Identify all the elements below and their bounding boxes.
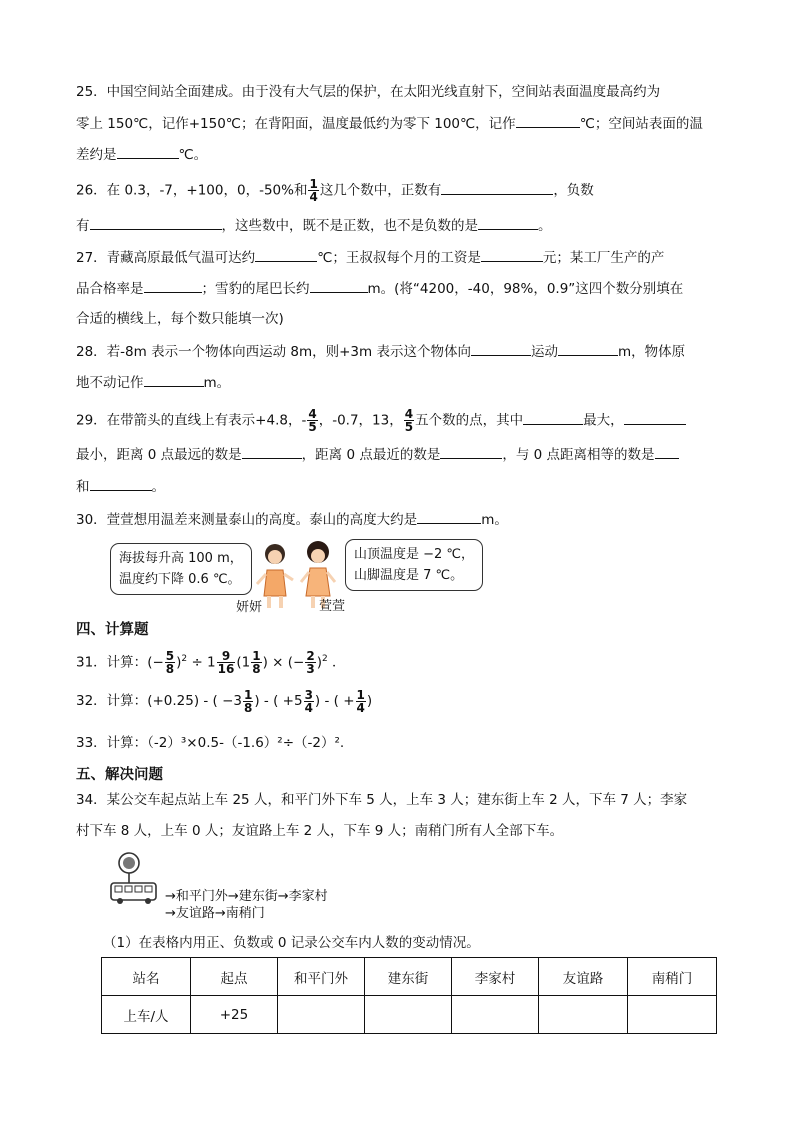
answer-blank[interactable] (516, 113, 580, 128)
answer-blank[interactable] (117, 144, 179, 159)
table-header-cell: 和平门外 (278, 958, 365, 996)
table-cell[interactable] (452, 996, 539, 1034)
q26-text-b3: 。 (538, 218, 552, 234)
q29-text-a1: 29．在带箭头的直线上有表示+4.8，- (76, 412, 307, 429)
q26-text-a2: 这几个数中，正数有 (319, 182, 442, 199)
q25-line2 (76, 113, 703, 134)
table-header-cell: 南稍门 (628, 958, 717, 996)
q26-text-a3: ，负数 (553, 182, 594, 199)
q25-text-c2: ℃。 (178, 147, 208, 163)
fraction (304, 689, 314, 714)
fraction (307, 408, 317, 433)
q29-text-b2: ，距离 0 点最近的数是 (301, 447, 441, 463)
fraction-numerator: 4 (308, 407, 317, 421)
fraction (305, 650, 315, 675)
q32-label: 32．计算： (76, 693, 148, 709)
fraction-denominator: 4 (309, 190, 318, 204)
table-cell[interactable] (278, 996, 365, 1034)
table-header-cell: 起点 (191, 958, 278, 996)
section-heading-calculation: 四、计算题 (76, 622, 149, 638)
q27-text-c: 合适的横线上，每个数只能填一次) (76, 311, 284, 327)
fraction (165, 650, 175, 675)
fraction-numerator: 2 (306, 649, 315, 663)
q32-line (76, 688, 372, 714)
fraction-denominator: 5 (404, 420, 414, 434)
answer-blank[interactable] (144, 278, 202, 293)
q29-line2 (76, 444, 679, 465)
exponent: 2 (321, 654, 328, 664)
q27-line2 (76, 278, 683, 299)
fraction-denominator: 8 (252, 662, 261, 676)
fraction-denominator: 3 (306, 662, 315, 676)
q28-text-a2: 运动 (530, 344, 558, 360)
table-header-cell: 李家村 (452, 958, 539, 996)
q30-line1 (76, 509, 508, 530)
q29-text-c1: 和 (76, 479, 90, 495)
q28-line2 (76, 372, 230, 393)
fraction (251, 650, 261, 675)
expr-text: ) - ( +5 (254, 693, 303, 709)
name-label-right: 萱萱 (319, 599, 346, 614)
fraction-numerator: 4 (404, 407, 414, 421)
table-cell: +25 (191, 996, 278, 1034)
expr-text: ) - ( + (314, 693, 355, 709)
speech-bubble-left (110, 543, 252, 595)
answer-blank[interactable] (242, 444, 302, 459)
answer-blank[interactable] (255, 247, 317, 262)
q26-text-a1: 26．在 0.3，-7，+100，0，-50%和 (76, 182, 308, 199)
q27-text-a3: 元；某工厂生产的产 (542, 250, 665, 266)
q29-line3 (76, 476, 165, 497)
fraction (404, 408, 414, 433)
fraction-numerator: 5 (165, 649, 175, 663)
answer-blank[interactable] (558, 341, 618, 356)
bus-route-line1: →和平门外→建东街→李家村 (165, 889, 328, 904)
table-header-row (102, 958, 717, 996)
answer-blank[interactable] (481, 247, 543, 262)
answer-blank[interactable] (523, 410, 583, 425)
period: ． (332, 654, 346, 671)
bubble-text: 温度约下降 0.6 ℃。 (119, 572, 241, 587)
q28-text-b2: m。 (203, 375, 231, 391)
q29-text-c2: 。 (151, 479, 165, 495)
q29-text-a2: ，-0.7，13， (318, 412, 403, 429)
bubble-text: 海拔每升高 100 m， (119, 551, 243, 566)
q34-text-a: 34．某公交车起点站上车 25 人，和平门外下车 5 人，上车 3 人；建东街上车 2 人，下车 7 人；李家 (76, 792, 688, 808)
q25-line3 (76, 144, 207, 165)
fraction-denominator: 8 (165, 662, 175, 676)
fraction-numerator: 1 (356, 687, 365, 702)
fraction-numerator: 9 (217, 650, 236, 663)
q33-text: 33．计算：（-2）³×0.5-（-1.6）²÷（-2）². (76, 735, 345, 751)
bus-route-line2: →友谊路→南稍门 (165, 906, 265, 921)
table-header-cell: 建东街 (365, 958, 452, 996)
q31-line (76, 646, 346, 676)
q26-text-b2: ，这些数中，既不是正数，也不是负数的是 (221, 218, 478, 234)
q31-label: 31．计算： (76, 654, 148, 671)
paren: (− (147, 654, 164, 671)
table-header-cell: 友谊路 (539, 958, 628, 996)
q25-text-c1: 差约是 (76, 147, 117, 163)
answer-blank[interactable] (310, 278, 368, 293)
q27-line3 (76, 309, 284, 329)
table-cell[interactable] (628, 996, 717, 1034)
q33-line (76, 733, 344, 753)
answer-blank[interactable] (417, 509, 481, 524)
q28-line1 (76, 341, 685, 362)
fraction-denominator: 4 (304, 700, 313, 715)
fraction (308, 178, 318, 203)
fraction-denominator: 8 (244, 700, 253, 715)
bus-stop-icon (108, 850, 164, 910)
answer-blank[interactable] (440, 444, 502, 459)
paren: ) (316, 654, 322, 671)
table-row (102, 996, 717, 1034)
q25-line1 (76, 82, 660, 102)
operator: ) × (− (262, 654, 305, 671)
q30-text-a2: m。 (481, 512, 508, 528)
q34-line1 (76, 790, 687, 810)
fraction (356, 689, 366, 714)
q26-line2 (76, 215, 552, 236)
q29-text-a3: 五个数的点，其中 (415, 412, 524, 429)
paren: ) (176, 654, 182, 671)
fraction-numerator: 3 (304, 687, 313, 702)
q27-text-b2: ；雪豹的尾巴长约 (201, 281, 310, 297)
q29-text-a4: 最大， (583, 412, 624, 429)
bubble-text: 山顶温度是 −2 ℃， (354, 547, 475, 562)
q29-text-b1: 最小，距离 0 点最远的数是 (76, 447, 242, 463)
section-heading-problems: 五、解决问题 (76, 767, 163, 783)
q28-text-a1: 28．若-8m 表示一个物体向西运动 8m，则+3m 表示这个物体向 (76, 344, 471, 360)
expr-text: (+0.25) - ( −3 (147, 693, 243, 709)
q28-text-a3: m，物体原 (617, 344, 686, 360)
q27-text-b1: 品合格率是 (76, 281, 144, 297)
q26-line1 (76, 178, 594, 203)
answer-blank[interactable] (655, 444, 679, 459)
q34-sub1 (103, 933, 480, 953)
expr-text: ) (366, 693, 373, 709)
q29-line1 (76, 408, 686, 433)
fraction-denominator: 5 (308, 420, 317, 434)
fraction-denominator: 16 (217, 662, 235, 676)
answer-blank[interactable] (478, 215, 538, 230)
fraction-denominator: 4 (356, 700, 365, 715)
fraction-numerator: 1 (252, 649, 261, 663)
q34-line2 (76, 821, 563, 841)
bubble-text: 山脚温度是 7 ℃。 (354, 568, 464, 583)
table-header-cell: 站名 (102, 958, 191, 996)
q30-text-a1: 30．萱萱想用温差来测量泰山的高度。泰山的高度大约是 (76, 512, 418, 528)
fraction (243, 689, 253, 714)
table-cell[interactable] (539, 996, 628, 1034)
fraction-numerator: 1 (309, 177, 318, 191)
fraction-numerator: 1 (244, 687, 253, 702)
table-cell: 上车/人 (102, 996, 191, 1034)
q27-text-a2: ℃；王叔叔每个月的工资是 (317, 250, 481, 266)
q28-text-b1: 地不动记作 (76, 375, 144, 391)
paren: (1 (236, 654, 251, 671)
q25-text: 25．中国空间站全面建成。由于没有大气层的保护，在太阳光线直射下，空间站表面温度最高约为 (76, 84, 661, 100)
answer-blank[interactable] (90, 215, 222, 230)
q34-sub1-text: （1）在表格内用正、负数或 0 记录公交车内人数的变动情况。 (103, 935, 480, 951)
q25-text-b2: ℃；空间站表面的温 (579, 116, 703, 132)
q26-text-b1: 有 (76, 218, 90, 234)
speech-bubble-right (345, 539, 483, 591)
answer-blank[interactable] (144, 372, 204, 387)
table-cell[interactable] (365, 996, 452, 1034)
fraction (217, 650, 236, 675)
bus-passenger-table (101, 957, 717, 1034)
answer-blank[interactable] (441, 180, 553, 195)
q27-text-a1: 27．青藏高原最低气温可达约 (76, 250, 256, 266)
q34-text-b: 村下车 8 人，上车 0 人；友谊路上车 2 人，下车 9 人；南稍门所有人全部下车。 (76, 823, 564, 839)
q27-line1 (76, 247, 664, 268)
q27-text-b3: m。(将“4200，-40，98%，0.9”这四个数分别填在 (367, 281, 684, 297)
q29-text-b3: ，与 0 点距离相等的数是 (502, 447, 655, 463)
answer-blank[interactable] (471, 341, 531, 356)
name-label-left: 妍妍 (236, 600, 263, 615)
answer-blank[interactable] (624, 410, 686, 425)
exponent: 2 (181, 654, 188, 664)
answer-blank[interactable] (90, 476, 152, 491)
operator: ÷ 1 (191, 654, 216, 671)
q25-text-b1: 零上 150℃，记作+150℃；在背阳面，温度最低约为零下 100℃，记作 (76, 116, 516, 132)
